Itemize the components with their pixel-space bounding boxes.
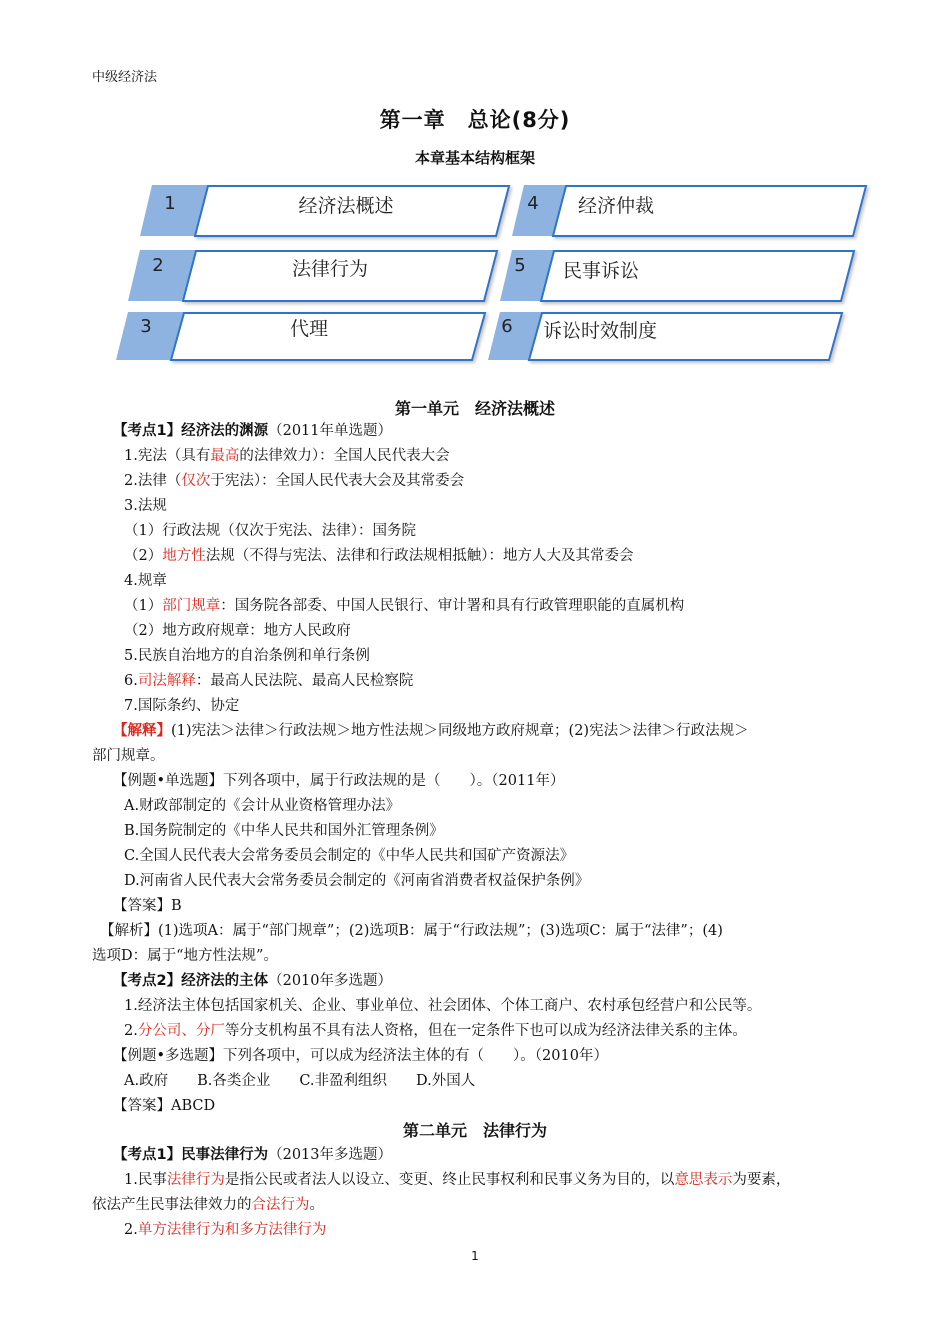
source-regulations: 3.法规 [124,498,167,514]
framework-num-4: 4 [527,193,539,214]
framework-num-2: 2 [152,255,164,276]
unit-2-line-2: 依法产生民事法律效力的合法行为。 [92,1197,324,1213]
source-constitution: 1.宪法（具有最高的法律效力）：全国人民代表大会 [124,448,450,464]
framework-label-4: 经济仲裁 [578,195,655,217]
source-judicial-interpretation: 6.司法解释：最高人民法院、最高人民检察院 [124,673,414,689]
page-number: 1 [471,1249,479,1263]
example-1-analysis-line-1: 【解析】(1)选项A：属于“部门规章”；(2)选项B：属于“行政法规”；(3)选项C：属于“法律”；(4) [100,923,723,939]
example-1-option-a: A.财政部制定的《会计从业资格管理办法》 [124,798,401,814]
document-header: 中级经济法 [92,70,158,85]
framework-title: 本章基本结构框架 [414,149,535,167]
unit-1-title: 第一单元 经济法概述 [394,399,555,418]
example-1-analysis-line-2: 选项D：属于“地方性法规”。 [92,948,278,964]
framework-label-1: 经济法概述 [298,195,394,217]
framework-num-5: 5 [514,255,526,276]
framework-label-5: 民事诉讼 [563,260,640,282]
framework-label-3: 代理 [289,318,329,340]
framework-num-1: 1 [164,193,176,214]
example-1-question: 【例题•单选题】下列各项中，属于行政法规的是（ ）。（2011年） [113,773,565,789]
framework-label-2: 法律行为 [291,258,369,280]
explanation-line-1: 【解释】(1)宪法＞法律＞行政法规＞地方性法规＞同级地方政府规章；(2)宪法＞法律＞行政法规＞ [113,723,749,739]
unit-1-kp2-heading: 【考点2】经济法的主体（2010年多选题） [113,973,392,989]
source-administrative-regulations: （1）行政法规（仅次于宪法、法律）：国务院 [124,523,416,539]
kp2-line-2: 2.分公司、分厂等分支机构虽不具有法人资格，但在一定条件下也可以成为经济法律关系的主体。 [124,1023,747,1039]
framework-label-6: 诉讼时效制度 [543,320,658,342]
example-2-question: 【例题•多选题】下列各项中，可以成为经济法主体的有（ ）。（2010年） [113,1048,608,1064]
example-1-option-d: D.河南省人民代表大会常务委员会制定的《河南省消费者权益保护条例》 [124,873,590,889]
example-2-answer: 【答案】ABCD [113,1098,216,1114]
example-1-option-b: B.国务院制定的《中华人民共和国外汇管理条例》 [124,823,444,839]
framework-num-6: 6 [501,316,513,337]
unit-2-line-1: 1.民事法律行为是指公民或者法人以设立、变更、终止民事权利和民事义务为目的，以意思表示为要素， [124,1172,791,1188]
source-international-treaties: 7.国际条约、协定 [124,698,240,714]
unit-2-kp1-heading: 【考点1】民事法律行为（2013年多选题） [113,1147,392,1163]
source-local-regulations: （2）地方性法规（不得与宪法、法律和行政法规相抵触）：地方人大及其常委会 [124,548,634,564]
example-1-answer: 【答案】B [113,898,182,914]
source-local-government-rules: （2）地方政府规章：地方人民政府 [124,623,351,639]
source-autonomous-regulations: 5.民族自治地方的自治条例和单行条例 [124,648,370,664]
source-rules: 4.规章 [124,573,167,589]
example-2-options: A.政府 B.各类企业 C.非盈利组织 D.外国人 [124,1073,476,1089]
explanation-line-2: 部门规章。 [92,748,165,764]
source-law: 2.法律（仅次于宪法）：全国人民代表大会及其常委会 [124,473,465,489]
framework-num-3: 3 [140,316,152,337]
unit-1-kp1-heading: 【考点1】经济法的渊源（2011年单选题） [113,423,392,439]
kp2-line-1: 1.经济法主体包括国家机关、企业、事业单位、社会团体、个体工商户、农村承包经营户和公民等。 [124,998,762,1014]
chapter-framework-diagram [0,0,950,370]
source-department-rules: （1）部门规章：国务院各部委、中国人民银行、审计署和具有行政管理职能的直属机构 [124,598,685,614]
chapter-title: 第一章 总论(8分) [379,108,571,132]
example-1-option-c: C.全国人民代表大会常务委员会制定的《中华人民共和国矿产资源法》 [124,848,575,864]
unit-2-line-3: 2.单方法律行为和多方法律行为 [124,1222,327,1238]
unit-2-title: 第二单元 法律行为 [402,1121,547,1140]
